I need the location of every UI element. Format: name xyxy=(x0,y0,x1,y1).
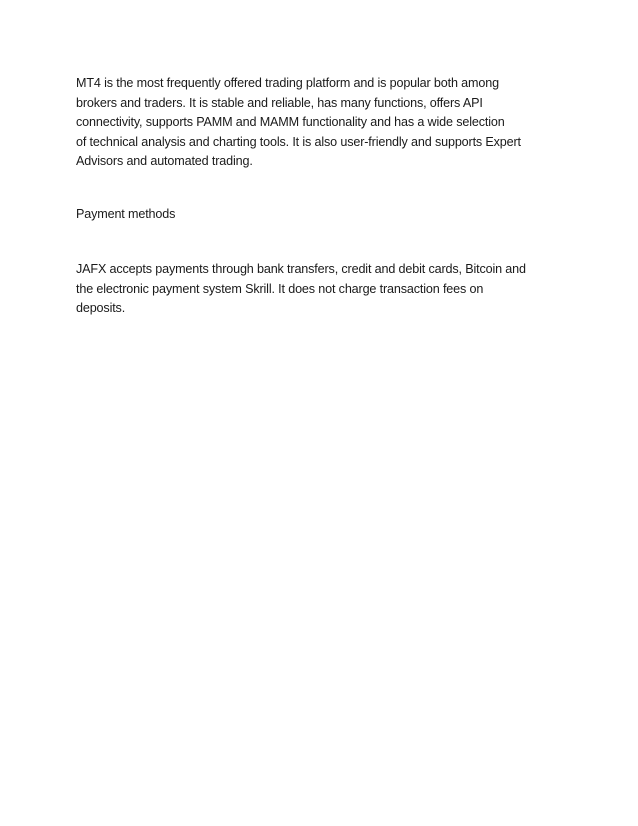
paragraph-line: connectivity, supports PAMM and MAMM functionality and has a wide selection xyxy=(76,115,505,130)
paragraph-line: deposits. xyxy=(76,301,126,316)
paragraph-line: of technical analysis and charting tools. It is also user-friendly and supports Expert xyxy=(76,134,521,149)
paragraph-line: brokers and traders. It is stable and reliable, has many functions, offers API xyxy=(76,95,483,110)
heading-text: Payment methods xyxy=(76,207,176,221)
paragraph-line: the electronic payment system Skrill. It does not charge transaction fees on xyxy=(76,281,484,296)
paragraph-line: JAFX accepts payments through bank transfers, credit and debit cards, Bitcoin and xyxy=(76,262,526,276)
paragraph-mt4-platform xyxy=(76,74,576,172)
paragraph-line: MT4 is the most frequently offered trading platform and is popular both among xyxy=(76,76,499,90)
paragraph-payment-methods xyxy=(76,260,576,319)
section-heading-payment-methods xyxy=(76,205,576,225)
paragraph-line: Advisors and automated trading. xyxy=(76,154,253,169)
